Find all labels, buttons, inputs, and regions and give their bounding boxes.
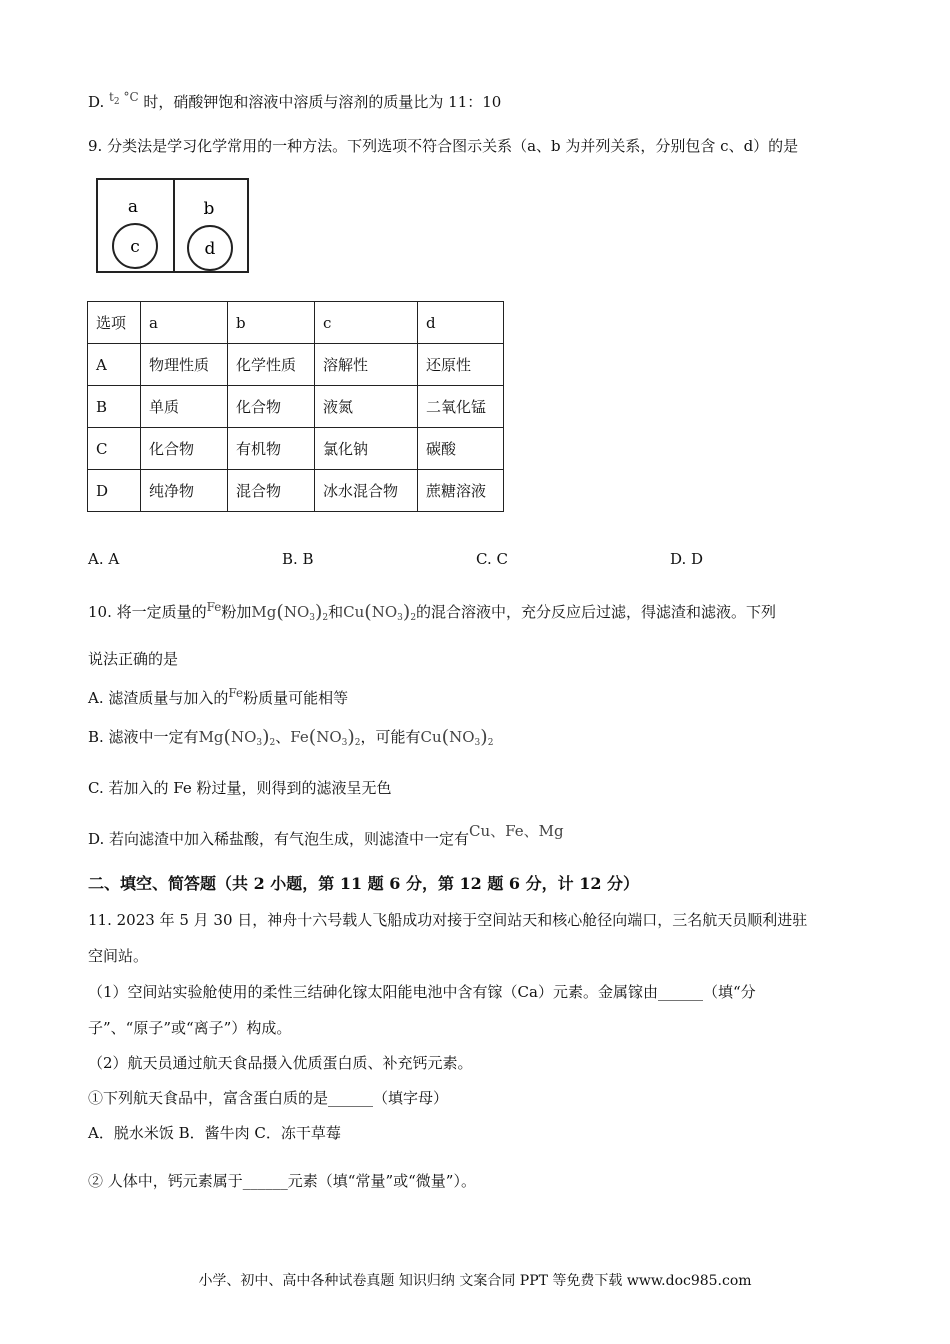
q11-line1: 11. 2023 年 5 月 30 日，神舟十六号载人飞船成功对接于空间站天和核心舱径向端口，三名航天员顺利进驻 <box>88 911 808 929</box>
table-cell: 化合物 <box>141 428 228 470</box>
q10-option-b: B. 滤液中一定有$Mg(NO_3)_2$、$Fe(NO_3)_2$，可能有$Cu(NO_3)_2$ <box>88 726 494 748</box>
diagram-label-b: b <box>203 199 215 219</box>
q11-part2: （2）航天员通过航天食品摄入优质蛋白质、补充钙元素。 <box>88 1054 473 1072</box>
q10-option-d: D. 若向滤渣中加入稀盐酸，有气泡生成，则滤渣中一定有Cu、Fe、Mg <box>88 822 564 848</box>
table-header-cell: b <box>228 302 315 344</box>
formula-fe-no3-2: $Fe(NO_3)_2$ <box>290 726 361 748</box>
classification-diagram <box>96 178 250 274</box>
table-cell: 溶解性 <box>315 344 418 386</box>
table-cell: 二氧化锰 <box>418 386 504 428</box>
table-cell: C <box>88 428 141 470</box>
table-header-cell: a <box>141 302 228 344</box>
q11-part2-2: ② 人体中，钙元素属于______元素（填“常量”或“微量”）。 <box>88 1172 476 1190</box>
table-cell: D <box>88 470 141 512</box>
table-row <box>88 344 504 386</box>
table-cell: B <box>88 386 141 428</box>
answer-option: D. D <box>670 550 704 568</box>
table-header-cell: c <box>315 302 418 344</box>
table-cell: 液氮 <box>315 386 418 428</box>
q10-option-c: C. 若加入的 Fe 粉过量，则得到的滤液呈无色 <box>88 779 392 797</box>
section-2-title: 二、填空、简答题（共 2 小题，第 11 题 6 分，第 12 题 6 分，计 12 分） <box>88 874 640 893</box>
table-row <box>88 470 504 512</box>
q11-line2: 空间站。 <box>88 947 149 965</box>
q11-part1-a: （1）空间站实验舱使用的柔性三结砷化镓太阳能电池中含有镓（Ca）元素。金属镓由______（填“分 <box>88 983 756 1001</box>
table-cell: 蔗糖溶液 <box>418 470 504 512</box>
answer-option: A. A <box>88 550 120 568</box>
formula-cu-fe-mg: Cu、Fe、Mg <box>469 822 564 840</box>
q9-options-table <box>87 301 504 512</box>
table-cell: 化合物 <box>228 386 315 428</box>
q8-option-d: D. $^{t_2 ^\circ C}$ 时，硝酸钾饱和溶液中溶质与溶剂的质量比为 11：10 <box>88 90 502 111</box>
table-header-row <box>88 302 504 344</box>
table-cell: 混合物 <box>228 470 315 512</box>
diagram-label-d: d <box>204 239 216 259</box>
formula-cu-no3-2: $Cu(NO_3)_2$ <box>343 601 417 623</box>
table-cell: 物理性质 <box>141 344 228 386</box>
q10-stem-line1: 10. 将一定质量的$^{Fe}$粉加$Mg(NO_3)_2$和$Cu(NO_3)_2$的混合溶液中，充分反应后过滤，得滤渣和滤液。下列 <box>88 600 777 623</box>
table-cell: 单质 <box>141 386 228 428</box>
q11-part2-1: ①下列航天食品中，富含蛋白质的是______（填字母） <box>88 1089 449 1107</box>
table-row <box>88 386 504 428</box>
diagram-label-a: a <box>127 197 139 217</box>
diagram-label-c: c <box>130 237 140 257</box>
table-cell: 纯净物 <box>141 470 228 512</box>
q9-stem: 9. 分类法是学习化学常用的一种方法。下列选项不符合图示关系（a、b 为并列关系，分别包含 c、d）的是 <box>88 137 799 155</box>
table-header-cell: 选项 <box>88 302 141 344</box>
formula-mg-no3-2: $Mg(NO_3)_2$ <box>251 601 329 623</box>
table-cell: 碳酸 <box>418 428 504 470</box>
q11-part2-options: A．脱水米饭 B．酱牛肉 C．冻干草莓 <box>88 1124 341 1142</box>
table-cell: 冰水混合物 <box>315 470 418 512</box>
table-cell: 还原性 <box>418 344 504 386</box>
table-cell: 有机物 <box>228 428 315 470</box>
answer-option: B. B <box>282 550 314 568</box>
formula-mg-no3-2: $Mg(NO_3)_2$ <box>198 726 276 748</box>
page-footer: 小学、初中、高中各种试卷真题 知识归纳 文案合同 PPT 等免费下载 www.doc985.com <box>198 1273 752 1289</box>
table-header-cell: d <box>418 302 504 344</box>
table-cell: 化学性质 <box>228 344 315 386</box>
answer-option: C. C <box>476 550 508 568</box>
q10-option-a: A. 滤渣质量与加入的$^{Fe}$粉质量可能相等 <box>88 686 349 707</box>
table-cell: 氯化钠 <box>315 428 418 470</box>
table-cell: A <box>88 344 141 386</box>
temperature-formula: t2 °C <box>109 90 139 107</box>
q10-stem-line2: 说法正确的是 <box>88 650 179 668</box>
table-row <box>88 428 504 470</box>
q11-part1-b: 子”、“原子”或“离子”）构成。 <box>88 1019 292 1037</box>
formula-cu-no3-2: $Cu(NO_3)_2$ <box>420 726 494 748</box>
